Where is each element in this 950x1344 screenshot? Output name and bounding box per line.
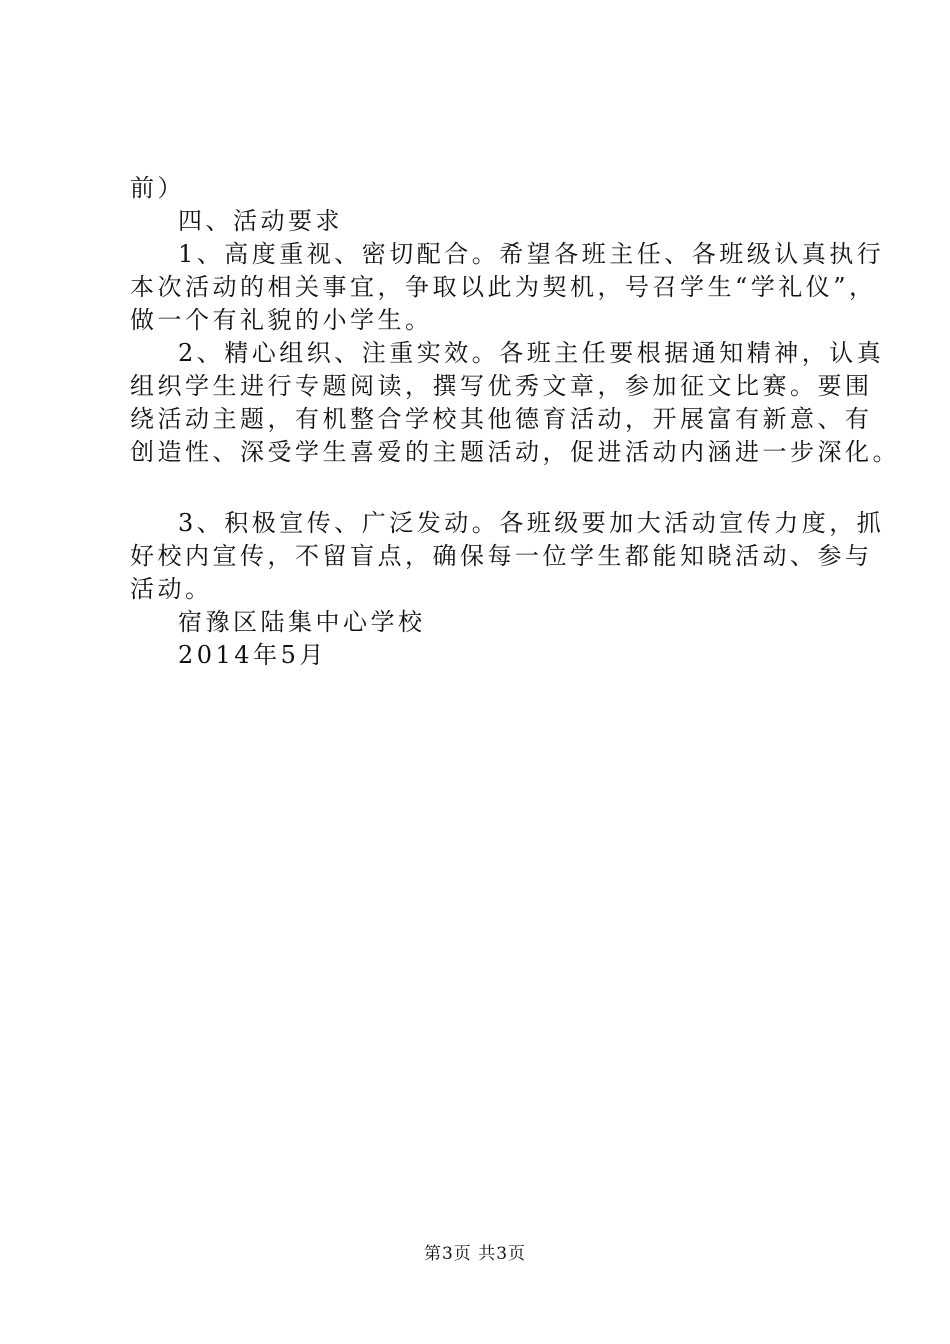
text-line: 做一个有礼貌的小学生。 <box>130 306 433 334</box>
text-line: 1、高度重视、密切配合。希望各班主任、各班级认真执行 <box>178 240 885 268</box>
page-indicator: 第3页 共3页 <box>423 1244 527 1264</box>
paragraph-gap <box>130 469 850 507</box>
signature-organization: 宿豫区陆集中心学校 <box>178 608 426 636</box>
text-line: 前） <box>130 174 185 202</box>
text-line: 好校内宣传，不留盲点，确保每一位学生都能知晓活动、参与 <box>130 542 873 570</box>
document-body <box>130 172 900 672</box>
text-line: 创造性、深受学生喜爱的主题活动，促进活动内涵进一步深化。 <box>130 438 900 466</box>
text-line: 2、精心组织、注重实效。各班主任要根据通知精神，认真 <box>178 339 885 367</box>
page-footer <box>0 1242 950 1266</box>
section-heading: 四、活动要求 <box>178 207 343 235</box>
text-line: 绕活动主题，有机整合学校其他德育活动，开展富有新意、有 <box>130 405 873 433</box>
text-line: 3、积极宣传、广泛发动。各班级要加大活动宣传力度，抓 <box>178 509 885 537</box>
text-line: 活动。 <box>130 575 213 603</box>
text-line: 本次活动的相关事宜，争取以此为契机，号召学生“学礼仪”， <box>130 273 877 301</box>
text-line: 组织学生进行专题阅读，撰写优秀文章，参加征文比赛。要围 <box>130 372 873 400</box>
signature-date: 2014年5月 <box>178 641 327 669</box>
